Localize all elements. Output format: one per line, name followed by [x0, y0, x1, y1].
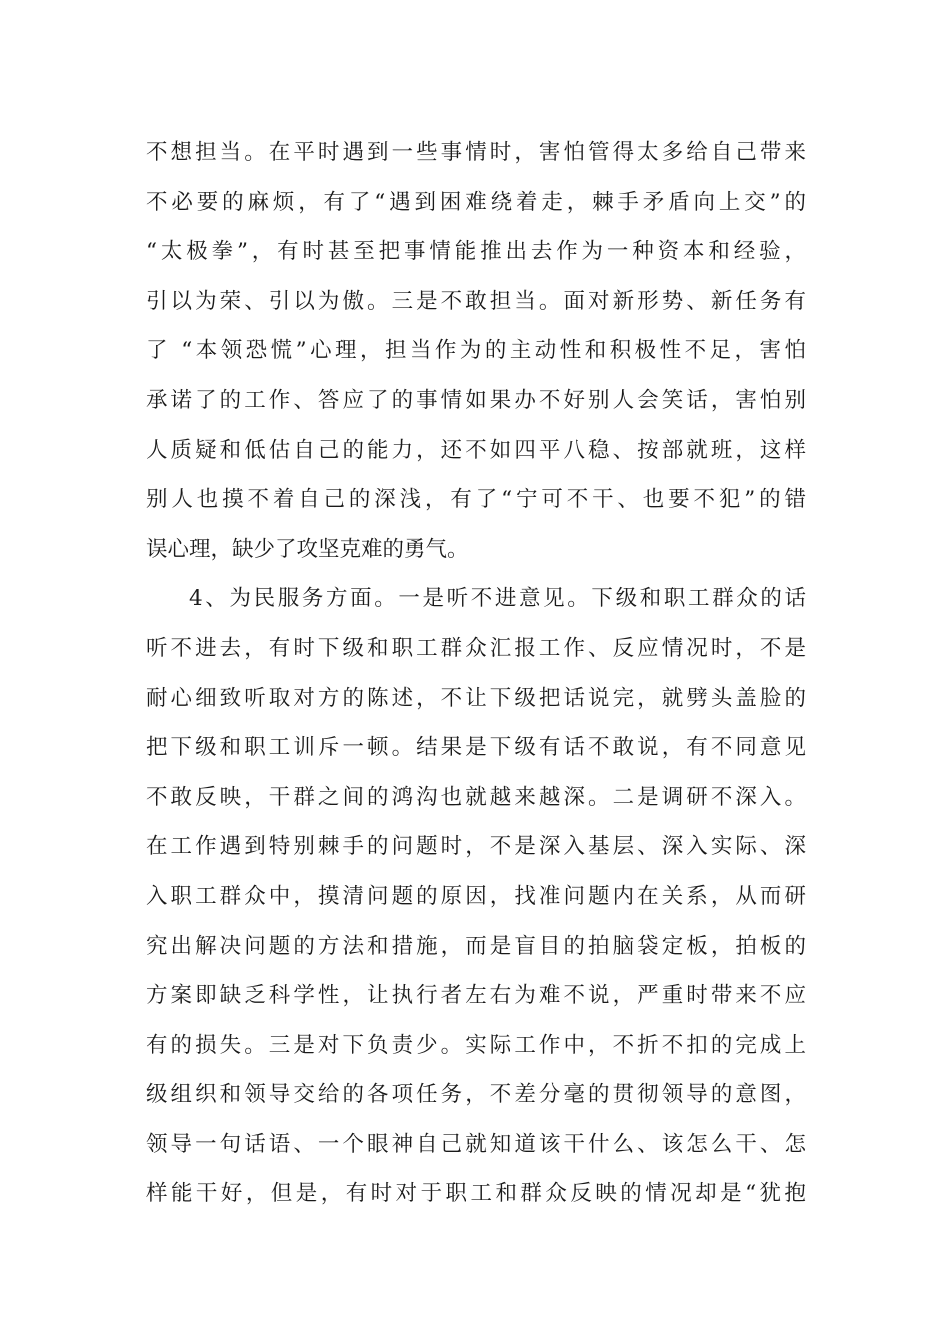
- text-line: 究出解决问题的方法和措施，而是盲目的拍脑袋定板，拍板的: [146, 933, 806, 959]
- text-line: 人质疑和低估自己的能力，还不如四平八稳、按部就班，这样: [146, 437, 806, 463]
- text-line: 方案即缺乏科学性，让执行者左右为难不说，严重时带来不应: [146, 983, 806, 1009]
- text-line: 不必要的麻烦，有了“遇到困难绕着走，棘手矛盾向上交”的: [146, 189, 806, 215]
- text-line: 了 “本领恐慌”心理，担当作为的主动性和积极性不足，害怕: [146, 338, 806, 364]
- text-line: 别人也摸不着自己的深浅，有了“宁可不干、也要不犯”的错: [146, 487, 806, 513]
- text-line: 引以为荣、引以为傲。三是不敢担当。面对新形势、新任务有: [146, 288, 806, 314]
- text-line: 级组织和领导交给的各项任务，不差分毫的贯彻领导的意图，: [146, 1082, 806, 1108]
- text-line: 领导一句话语、一个眼神自己就知道该干什么、该怎么干、怎: [146, 1131, 806, 1157]
- text-line: “太极拳”，有时甚至把事情能推出去作为一种资本和经验，: [146, 239, 806, 265]
- text-line: 承诺了的工作、答应了的事情如果办不好别人会笑话，害怕别: [146, 387, 806, 413]
- text-line: 在工作遇到特别棘手的问题时，不是深入基层、深入实际、深: [146, 834, 806, 860]
- text-line: 样能干好，但是，有时对于职工和群众反映的情况却是“犹抱: [146, 1181, 806, 1207]
- text-line: 耐心细致听取对方的陈述，不让下级把话说完，就劈头盖脸的: [146, 685, 806, 711]
- text-line: 误心理，缺少了攻坚克难的勇气。: [146, 536, 469, 562]
- text-line: 不敢反映，干群之间的鸿沟也就越来越深。二是调研不深入。: [146, 784, 806, 810]
- text-line: 入职工群众中，摸清问题的原因，找准问题内在关系，从而研: [146, 883, 806, 909]
- text-line: 有的损失。三是对下负责少。实际工作中，不折不扣的完成上: [146, 1032, 806, 1058]
- body-text: [146, 128, 806, 1219]
- text-line: 把下级和职工训斥一顿。结果是下级有话不敢说，有不同意见: [146, 735, 806, 761]
- section-heading-line: 4、为民服务方面。一是听不进意见。下级和职工群众的话: [189, 586, 806, 612]
- text-line: 听不进去，有时下级和职工群众汇报工作、反应情况时，不是: [146, 635, 806, 661]
- text-line: 不想担当。在平时遇到一些事情时，害怕管得太多给自己带来: [146, 140, 806, 165]
